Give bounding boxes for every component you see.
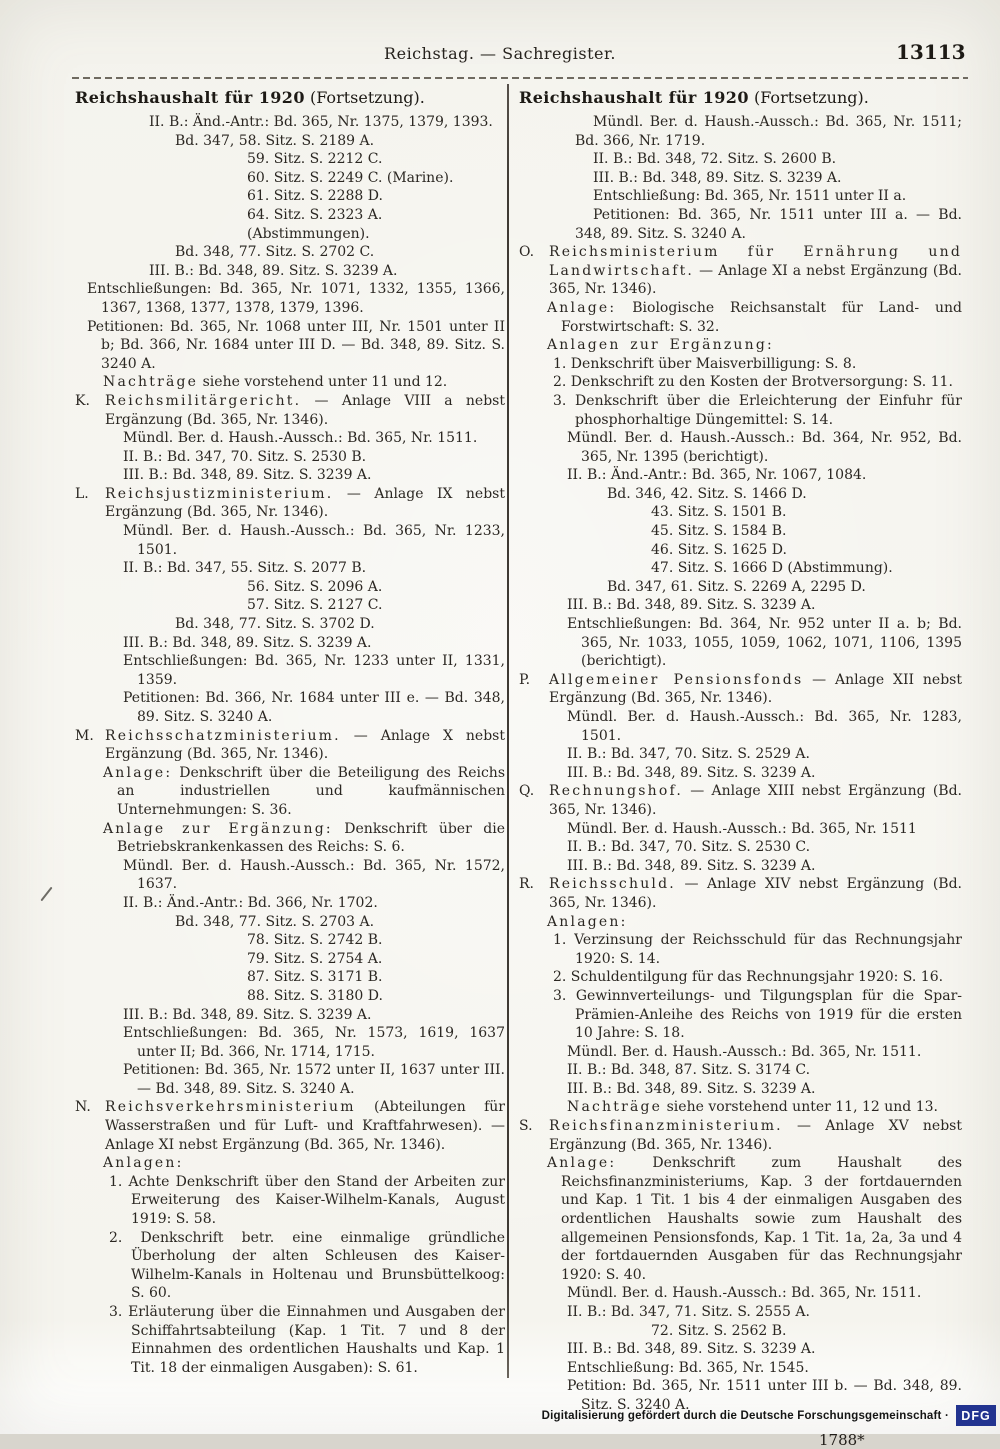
index-line: II. B.: Bd. 347, 71. Sitz. S. 2555 A. (567, 1304, 810, 1320)
index-line: 1. Verzinsung der Reichsschuld für das Rechnungsjahr 1920: S. 14. (553, 932, 962, 967)
index-line: 64. Sitz. S. 2323 A. (Abstimmungen). (247, 206, 383, 242)
keyword-heading-right (519, 88, 962, 108)
spaced-term: Reichsmilitärgericht. (105, 392, 302, 409)
index-line: III. B.: Bd. 348, 89. Sitz. S. 3239 A. (123, 634, 372, 651)
index-line: 87. Sitz. S. 3171 B. (247, 969, 383, 986)
index-line: Mündl. Ber. d. Haush.-Aussch.: Bd. 365, Nr. 1511; Bd. 366, Nr. 1719. (575, 114, 962, 149)
index-line: II. B.: Bd. 348, 87. Sitz. S. 3174 C. (567, 1062, 811, 1079)
index-line: 79. Sitz. S. 2754 A. (247, 950, 383, 967)
page-number: 13113 (896, 40, 966, 64)
keyword-rest: (Fortsetzung). (748, 88, 869, 107)
index-line: Mündl. Ber. d. Haush.-Aussch.: Bd. 365, Nr. 1511. (567, 1043, 922, 1060)
index-line: 3. Erläuterung über die Einnahmen und Ausgaben der Schiffahrtsabteilung (Kap. 1 Tit. 7 und 8 der Einnahmen des ordentlichen Haushalts und Kap. 1 Tit. 18 der einmaligen Ausgaben): S. 61. (109, 1304, 505, 1376)
index-line: Nachträge siehe vorstehend unter 11, 12 und 13. (567, 1099, 938, 1116)
spaced-term: Anlagen: (103, 1155, 184, 1172)
section-letter: P. (519, 671, 531, 688)
spaced-term: Anlage: (547, 299, 617, 316)
spaced-term: Anlagen zur Ergänzung: (547, 337, 774, 354)
index-line: 3. Gewinnverteilungs- und Tilgungsplan für die Spar-Prämien-Anleihe des Reichs von 1919 für die ersten 10 Jahre: S. 18. (553, 987, 962, 1042)
section-entry-S: S. Reichsfinanzministerium. — Anlage XV nebst Ergänzung (Bd. 365, Nr. 1346). (519, 1118, 962, 1153)
index-line: Bd. 348, 77. Sitz. S. 3702 D. (175, 616, 375, 633)
index-line: Mündl. Ber. d. Haush.-Aussch.: Bd. 365, Nr. 1283, 1501. (567, 709, 962, 744)
section-entry-K: K. Reichsmilitärgericht. — Anlage VIII a nebst Ergänzung (Bd. 365, Nr. 1346). (75, 392, 505, 428)
index-line: Bd. 348, 77. Sitz. S. 2703 A. (175, 913, 375, 930)
index-line: II. B.: Bd. 347, 70. Sitz. S. 2530 C. (567, 839, 811, 856)
index-line: Entschließungen: Bd. 364, Nr. 952 unter II a. b; Bd. 365, Nr. 1033, 1055, 1059, 1062, 1071, 1106, 1395 (berichtigt). (567, 616, 962, 670)
index-line: Mündl. Ber. d. Haush.-Aussch.: Bd. 365, Nr. 1511. (123, 430, 478, 447)
index-line: III. B.: Bd. 348, 89. Sitz. S. 3239 A. (593, 169, 842, 186)
index-line: 2. Schuldentilgung für das Rechnungsjahr 1920: S. 16. (553, 969, 944, 986)
index-line: II. B.: Bd. 347, 70. Sitz. S. 2530 B. (123, 448, 367, 465)
spaced-term: Reichsverkehrsministerium (105, 1099, 356, 1116)
index-line: III. B.: Bd. 348, 89. Sitz. S. 3239 A. (567, 1341, 816, 1358)
spaced-term: Allgemeiner Pensionsfonds (549, 671, 804, 688)
index-line: Petitionen: Bd. 365, Nr. 1511 unter III a. — Bd. 348, 89. Sitz. S. 3240 A. (575, 206, 962, 242)
index-line: III. B.: Bd. 348, 89. Sitz. S. 3239 A. (123, 1006, 372, 1023)
index-line (75, 1154, 505, 1173)
digitization-footer (542, 1405, 996, 1426)
index-line: II. B.: Änd.-Antr.: Bd. 365, Nr. 1067, 1084. (567, 467, 867, 484)
spaced-term: Rechnungshof. (549, 783, 684, 800)
index-line: 60. Sitz. S. 2249 C. (Marine). (247, 169, 454, 186)
index-line: 3. Denkschrift über die Erleichterung der Einfuhr für phosphorhaltige Düngemittel: S. 14. (553, 392, 962, 428)
index-line: 56. Sitz. S. 2096 A. (247, 578, 383, 595)
index-line: III. B.: Bd. 348, 89. Sitz. S. 3239 A. (149, 262, 398, 279)
sheet-signature: 1788* (819, 1430, 865, 1449)
index-line: Mündl. Ber. d. Haush.-Aussch.: Bd. 364, Nr. 952, Bd. 365, Nr. 1395 (berichtigt). (567, 430, 962, 465)
index-line: II. B.: Bd. 347, 70. Sitz. S. 2529 A. (567, 746, 810, 763)
spaced-term: Reichsministerium für Ernährung und Landwirtschaft. (549, 244, 962, 279)
index-line: 2. Denkschrift zu den Kosten der Brotversorgung: S. 11. (553, 374, 953, 391)
index-line: 57. Sitz. S. 2127 C. (247, 597, 383, 614)
index-line (519, 913, 962, 932)
index-line: Bd. 347, 61. Sitz. S. 2269 A, 2295 D. (607, 578, 866, 595)
section-entry-O: O. Reichsministerium für Ernährung und Landwirtschaft. — Anlage XI a nebst Ergänzung (Bd. 365, Nr. 1346). (519, 244, 962, 298)
section-letter: M. (75, 727, 94, 744)
index-line: 1. Achte Denkschrift über den Stand der Arbeiten zur Erweiterung des Kaiser-Wilhelm-Kanals, August 1919: S. 58. (109, 1173, 505, 1228)
index-line: Anlage zur Ergänzung: Denkschrift über die Betriebskrankenkassen des Reichs: S. 6. (103, 820, 505, 856)
index-line: 61. Sitz. S. 2288 D. (247, 188, 383, 205)
keyword-rest: (Fortsetzung). (304, 88, 425, 107)
index-line: Petition: Bd. 365, Nr. 1511 unter III b. — Bd. 348, 89. Sitz. S. 3240 A. (567, 1378, 962, 1413)
index-line: Petitionen: Bd. 365, Nr. 1068 unter III, Nr. 1501 unter II b; Bd. 366, Nr. 1684 unter III D. — Bd. 348, 89. Sitz. S. 3240 A. (87, 318, 505, 372)
spaced-term: Anlage: (547, 1155, 617, 1172)
index-line: Entschließungen: Bd. 365, Nr. 1573, 1619, 1637 unter II; Bd. 366, Nr. 1714, 1715. (123, 1025, 505, 1060)
index-line: Petitionen: Bd. 366, Nr. 1684 unter III e. — Bd. 348, 89. Sitz. S. 3240 A. (123, 690, 505, 725)
index-line: III. B.: Bd. 348, 89. Sitz. S. 3239 A. (567, 1080, 816, 1097)
section-letter: Q. (519, 783, 535, 800)
section-letter: O. (519, 244, 535, 261)
section-entry-Q: Q. Rechnungshof. — Anlage XIII nebst Ergänzung (Bd. 365, Nr. 1346). (519, 783, 962, 818)
index-line: Mündl. Ber. d. Haush.-Aussch.: Bd. 365, Nr. 1511. (567, 1285, 922, 1302)
section-letter: K. (75, 392, 90, 409)
index-line: 78. Sitz. S. 2742 B. (247, 932, 383, 949)
spaced-term: Anlage: (103, 764, 173, 781)
index-line: Entschließungen: Bd. 365, Nr. 1071, 1332, 1355, 1366, 1367, 1368, 1377, 1378, 1379, 1396. (87, 281, 505, 316)
index-line: Bd. 348, 77. Sitz. S. 2702 C. (175, 244, 375, 261)
index-line: Mündl. Ber. d. Haush.-Aussch.: Bd. 365, Nr. 1572, 1637. (123, 857, 505, 893)
index-line: III. B.: Bd. 348, 89. Sitz. S. 3239 A. (123, 467, 372, 484)
dfg-logo: DFG (956, 1405, 996, 1426)
section-entry-L: L. Reichsjustizministerium. — Anlage IX nebst Ergänzung (Bd. 365, Nr. 1346). (75, 485, 505, 521)
right-column-lines (519, 113, 962, 1415)
index-line: Nachträge siehe vorstehend unter 11 und 12. (103, 374, 448, 391)
section-entry-N: N. Reichsverkehrsministerium (Abteilungen für Wasserstraßen und für Luft- und Kraftfahrwesen). — Anlage XI nebst Ergänzung (Bd. 365, Nr. 1346). (75, 1099, 505, 1153)
index-line: 88. Sitz. S. 3180 D. (247, 987, 383, 1004)
index-line: II. B.: Bd. 347, 55. Sitz. S. 2077 B. (123, 560, 367, 577)
index-line: Anlage: Denkschrift über die Beteiligung des Reichs an industriellen und kaufmännischen Unternehmungen: S. 36. (103, 764, 505, 818)
section-letter: N. (75, 1099, 91, 1116)
section-letter: R. (519, 876, 534, 893)
section-entry-P: P. Allgemeiner Pensionsfonds — Anlage XII nebst Ergänzung (Bd. 365, Nr. 1346). (519, 671, 962, 707)
index-line: Anlage: Denkschrift zum Haushalt des Reichsfinanzministeriums, Kap. 3 der fortdauernden und Kap. 1 Tit. 1 bis 4 der einmaligen Ausgaben des ordentlichen Haushalts sowie zum Haushalt des allgemeinen Pensionsfonds, Kap. 1 Tit. 1a, 2a, 3a und 4 der fortdauernden Ausgaben für das Rechnungsjahr 1920: S. 40. (547, 1155, 962, 1283)
index-line: 1. Denkschrift über Maisverbilligung: S. 8. (553, 355, 857, 372)
spaced-term: Reichsschuld. (549, 876, 676, 893)
left-column (75, 88, 505, 1377)
index-line: 43. Sitz. S. 1501 B. (651, 504, 787, 521)
dashed-rule (72, 77, 968, 79)
index-line: Entschließungen: Bd. 365, Nr. 1233 unter II, 1331, 1359. (123, 653, 505, 688)
section-entry-R: R. Reichsschuld. — Anlage XIV nebst Ergänzung (Bd. 365, Nr. 1346). (519, 876, 962, 911)
spaced-term: Reichsschatzministerium. (105, 727, 341, 744)
column-divider (507, 84, 509, 1378)
running-head-title: Reichstag. — Sachregister. (384, 44, 616, 63)
index-line: Mündl. Ber. d. Haush.-Aussch.: Bd. 365, Nr. 1511 (567, 820, 917, 837)
spaced-term: Anlage zur Ergänzung: (103, 820, 333, 837)
index-line: Entschließung: Bd. 365, Nr. 1545. (567, 1359, 809, 1376)
index-line: 47. Sitz. S. 1666 D (Abstimmung). (651, 560, 893, 577)
keyword-heading-left (75, 88, 505, 108)
digitization-note: Digitalisierung gefördert durch die Deutsche Forschungsgemeinschaft · (541, 1409, 949, 1422)
index-line: 46. Sitz. S. 1625 D. (651, 541, 787, 558)
section-letter: S. (519, 1118, 533, 1135)
index-line: 72. Sitz. S. 2562 B. (651, 1322, 787, 1339)
index-line: III. B.: Bd. 348, 89. Sitz. S. 3239 A. (567, 857, 816, 874)
index-line: Mündl. Ber. d. Haush.-Aussch.: Bd. 365, Nr. 1233, 1501. (123, 523, 505, 558)
section-entry-M: M. Reichsschatzministerium. — Anlage X nebst Ergänzung (Bd. 365, Nr. 1346). (75, 727, 505, 763)
index-line: 59. Sitz. S. 2212 C. (247, 151, 383, 168)
index-line: Petitionen: Bd. 365, Nr. 1572 unter II, 1637 unter III. — Bd. 348, 89. Sitz. S. 3240 A. (123, 1062, 505, 1097)
index-line: III. B.: Bd. 348, 89. Sitz. S. 3239 A. (567, 597, 816, 614)
keyword-bold: Reichshaushalt für 1920 (519, 88, 749, 107)
index-line: II. B.: Bd. 348, 72. Sitz. S. 2600 B. (593, 151, 837, 168)
keyword-bold: Reichshaushalt für 1920 (75, 88, 305, 107)
index-line: II. B.: Änd.-Antr.: Bd. 365, Nr. 1375, 1379, 1393. (149, 114, 493, 130)
index-line (519, 336, 962, 355)
index-line: 2. Denkschrift betr. eine einmalige gründliche Überholung der alten Schleusen des Kaiser-Wilhelm-Kanals in Holtenau und Brunsbüttelkoog: S. 60. (109, 1229, 505, 1302)
index-line: III. B.: Bd. 348, 89. Sitz. S. 3239 A. (567, 764, 816, 781)
spaced-term: Nachträge (567, 1099, 663, 1116)
spaced-term: Reichsfinanzministerium. (549, 1118, 783, 1135)
left-column-lines (75, 113, 505, 1377)
spaced-term: Reichsjustizministerium. (105, 485, 334, 502)
index-line: 45. Sitz. S. 1584 B. (651, 523, 787, 540)
spaced-term: Anlagen: (547, 913, 628, 930)
margin-pencil-mark (40, 887, 52, 902)
spaced-term: Nachträge (103, 374, 199, 391)
index-line: Bd. 347, 58. Sitz. S. 2189 A. (175, 132, 375, 149)
index-line: Entschließung: Bd. 365, Nr. 1511 unter II a. (593, 188, 907, 205)
index-line: Anlage: Biologische Reichsanstalt für Land- und Forstwirtschaft: S. 32. (547, 299, 962, 335)
section-letter: L. (75, 485, 89, 502)
index-line: Bd. 346, 42. Sitz. S. 1466 D. (607, 485, 807, 502)
right-column (519, 88, 962, 1449)
index-line: II. B.: Änd.-Antr.: Bd. 366, Nr. 1702. (123, 894, 378, 911)
